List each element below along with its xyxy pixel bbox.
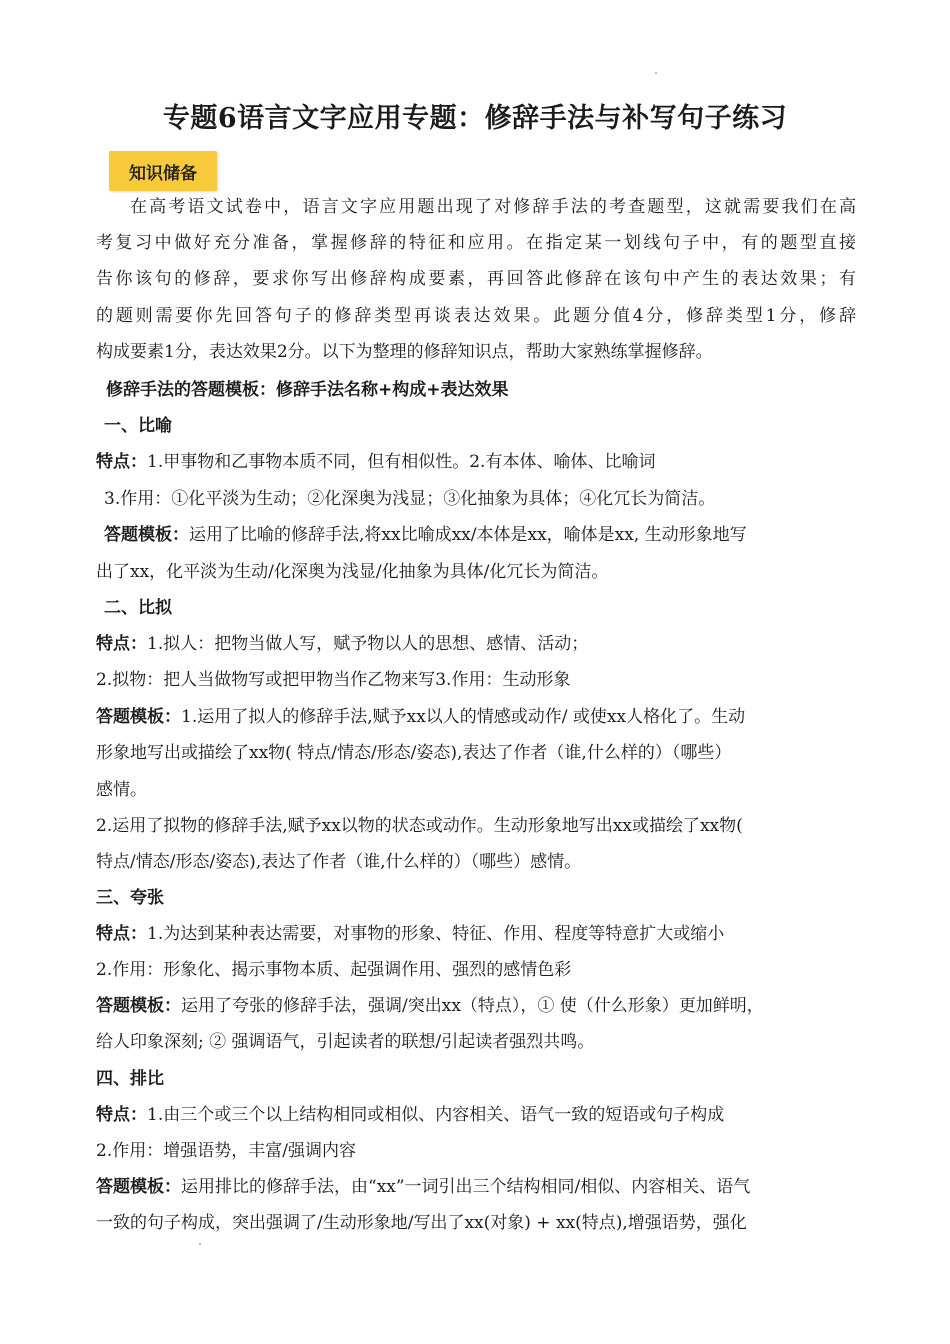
section-2-line-2: 2.拟物：把人当做物写或把甲物当作乙物来写3.作用：生动形象 [96,670,571,690]
section-3-heading: 三、夸张 [96,888,164,908]
section-4-line-1 [96,1103,866,1127]
section-1-line-3 [104,523,874,547]
section-2-line-3 [96,705,866,729]
intro-line-3: 告你该句的修辞，要求你写出修辞构成要素，再回答此修辞在该句中产生的表达效果；有 [96,269,856,289]
section-2-line-4: 形象地写出或描绘了xx物( 特点/情态/形态/姿态),表达了作者（谁,什么样的）（哪些） [96,743,732,763]
template-text: 运用了夸张的修辞手法，强调/突出xx（特点），① 使（什么形象）更加鲜明， [181,996,764,1016]
intro-line-5: 构成要素1分，表达效果2分。以下为整理的修辞知识点，帮助大家熟练掌握修辞。 [96,342,713,362]
section-4-line-4: 一致的句子构成，突出强调了/生动形象地/写出了xx(对象) + xx(特点),增强语势，强化 [96,1213,747,1233]
section-4-heading: 四、排比 [96,1069,164,1089]
section-2-line-5: 感情。 [96,780,147,800]
section-1-heading: 一、比喻 [104,416,172,436]
template-label: 答题模板： [96,707,181,727]
feature-text: 1.由三个或三个以上结构相同或相似、内容相关、语气一致的短语或句子构成 [147,1105,725,1125]
feature-label: 特点： [96,634,147,654]
feature-text: 1.甲事物和乙事物本质不同，但有相似性。2.有本体、喻体、比喻词 [147,452,656,472]
scan-dot [655,72,657,74]
intro-line-4: 的题则需要你先回答句子的修辞类型再谈表达效果。此题分值4分，修辞类型1分，修辞 [96,306,856,326]
section-1-line-4: 出了xx，化平淡为生动/化深奥为浅显/化抽象为具体/化冗长为简洁。 [96,562,609,582]
template-label: 答题模板： [96,996,181,1016]
intro-line-1: 在高考语文试卷中，语言文字应用题出现了对修辞手法的考查题型，这就需要我们在高 [130,197,856,217]
section-3-line-3 [96,994,866,1018]
section-1-line-2: 3.作用：①化平淡为生动；②化深奥为浅显；③化抽象为具体；④化冗长为简洁。 [104,489,716,509]
knowledge-badge [109,151,217,191]
template-label: 答题模板： [96,1177,181,1197]
section-3-line-4: 给人印象深刻; ② 强调语气，引起读者的联想/引起读者强烈共鸣。 [96,1032,595,1052]
feature-label: 特点： [96,452,147,472]
section-3-line-1 [96,922,866,946]
scan-dot [199,1243,201,1245]
template-text: 运用排比的修辞手法，由“xx”一词引出三个结构相同/相似、内容相关、语气 [181,1177,751,1197]
section-2-heading: 二、比拟 [104,598,172,618]
template-label: 答题模板： [104,525,189,545]
template-text: 运用了比喻的修辞手法,将xx比喻成xx/本体是xx，喻体是xx, 生动形象地写 [189,525,747,545]
feature-label: 特点： [96,1105,147,1125]
section-2-line-6: 2.运用了拟物的修辞手法,赋予xx以物的状态或动作。生动形象地写出xx或描绘了xx物( [96,816,743,836]
section-2-line-7: 特点/情态/形态/姿态),表达了作者（谁,什么样的）（哪些）感情。 [96,852,582,872]
template-heading: 修辞手法的答题模板：修辞手法名称+构成+表达效果 [106,380,509,400]
section-2-line-1 [96,632,866,656]
template-text: 1.运用了拟人的修辞手法,赋予xx以人的情感或动作/ 或使xx人格化了。生动 [181,707,746,727]
feature-text: 1.为达到某种表达需要，对事物的形象、特征、作用、程度等特意扩大或缩小 [147,924,725,944]
section-4-line-2: 2.作用：增强语势，丰富/强调内容 [96,1141,356,1161]
section-1-line-1 [96,450,866,474]
feature-text: 1.拟人：把物当做人写，赋予物以人的思想、感情、活动； [147,634,589,654]
feature-label: 特点： [96,924,147,944]
section-3-line-2: 2.作用：形象化、揭示事物本质、起强调作用、强烈的感情色彩 [96,960,572,980]
section-4-line-3 [96,1175,866,1199]
intro-line-2: 考复习中做好充分准备，掌握修辞的特征和应用。在指定某一划线句子中，有的题型直接 [96,233,856,253]
page-title: 专题6语言文字应用专题：修辞手法与补写句子练习 [162,103,788,134]
badge-label: 知识储备 [129,164,197,184]
